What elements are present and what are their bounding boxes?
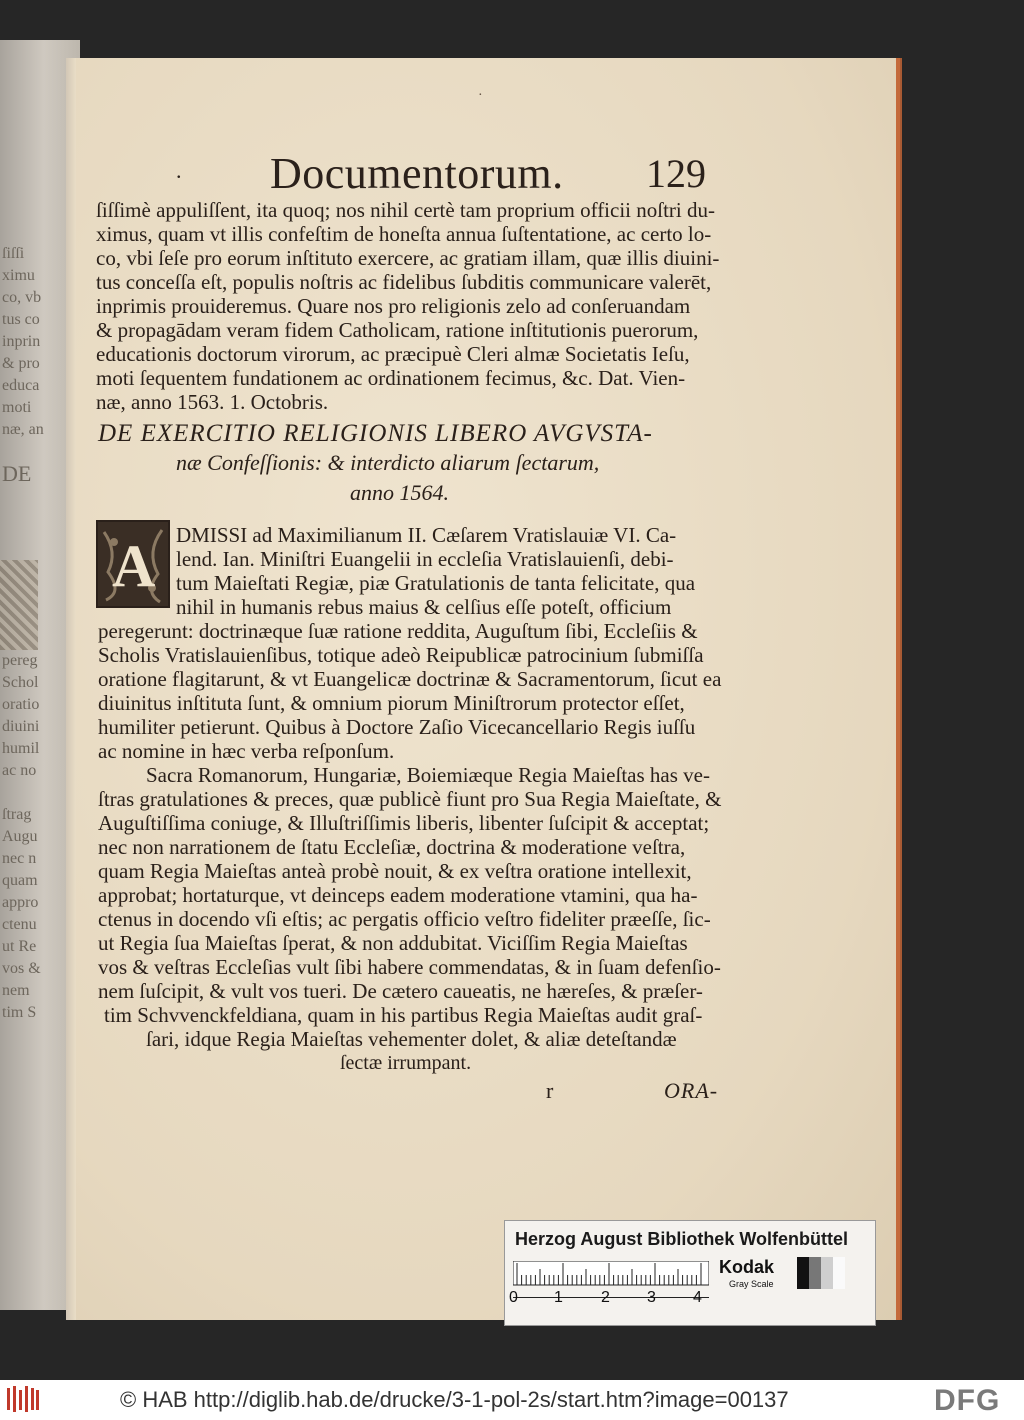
text-line: educationis doctorum virorum, ac præcipuè Cleri almæ Societatis Ieſu,	[96, 342, 690, 366]
copyright-link[interactable]: © HAB http://diglib.hab.de/drucke/3-1-pol-2s/start.htm?image=00137	[120, 1387, 789, 1412]
text-line: tus conceſſa eſt, populis noſtris ac fidelibus ſubditis communicare valerēt,	[96, 270, 712, 294]
text-line: næ, anno 1563. 1. Octobris.	[96, 390, 329, 414]
text-line: ſari, idque Regia Maieſtas vehementer dolet, & aliæ deteſtandæ	[146, 1027, 677, 1051]
catchword: ORA-	[664, 1078, 719, 1103]
ink-blot: ·	[478, 88, 483, 103]
text-line: tim Schvvenckfeldiana, quam in his partibus Regia Maieſtas audit graſ-	[104, 1003, 703, 1027]
text-line: humiliter petierunt. Quibus à Doctore Zaſio Vicecancellario Regis iuſſu	[98, 715, 696, 739]
text-line: ximus, quam vt illis confeſtim de honeſta annua ſuſtentatione, ac certo lo-	[96, 222, 712, 246]
library-name: Herzog August Bibliothek Wolfenbüttel	[515, 1229, 848, 1249]
text-line: Sacra Romanorum, Hungariæ, Boiemiæque Regia Maieſtas has ve-	[146, 763, 710, 787]
text-line: nem ſuſcipit, & vult vos tueri. De cætero caueatis, ne hæreſes, & præſer-	[98, 979, 703, 1003]
hab-logo-icon	[6, 1384, 40, 1414]
text-line: tum Maieſtati Regiæ, piæ Gratulationis de tanta felicitate, qua	[176, 571, 696, 595]
kodak-brand: Kodak	[719, 1257, 775, 1277]
text-line: co, vbi ſeſe pro eorum inſtituto exercere, ac gratiam illam, quæ illis diuini-	[96, 246, 720, 270]
section-heading-line2: næ Confeſſionis: & interdicto aliarum ſectarum,	[176, 450, 600, 475]
decorated-initial	[96, 520, 170, 608]
text-line: ctenus in docendo vſi eſtis; ac pergatis officio veſtro fideliter præeſſe, ſic-	[98, 907, 711, 931]
initial-letter: A	[112, 533, 156, 599]
text-line: peregerunt: doctrinæque ſuæ ratione reddita, Auguſtum ſibi, Eccleſiis &	[98, 619, 698, 643]
section-heading: DE EXERCITIO RELIGIONIS LIBERO AVGVSTA-	[98, 420, 653, 447]
text-line: ut Regia ſua Maieſtas ſperat, & non addubitat. Viciſſim Regia Maieſtas	[98, 931, 688, 955]
facing-page-edge: ſiſſi ximu co, vb tus co inprin & pro educa moti næ, an DE pereg Schol oratio diuini humil ac no ſtrag Augu nec n quam appro ctenu ut Re vos & nem tim S	[0, 40, 80, 1310]
text-line: DMISSI ad Maximilianum II. Cæſarem Vratislauiæ VI. Ca-	[176, 523, 677, 547]
section-heading-date: anno 1564.	[350, 480, 449, 505]
page-gutter	[66, 58, 76, 1320]
text-line: ac nomine in hæc verba reſponſum.	[98, 739, 395, 763]
text-line: Auguſtiſſima coniuge, & Illuſtriſſimis liberis, libenter ſuſcipit & acceptat;	[98, 811, 710, 835]
ruler-scale	[513, 1261, 709, 1298]
text-line: nec non narrationem de ſtatu Eccleſiæ, doctrina & moderatione veſtra,	[98, 835, 686, 859]
text-line: lend. Ian. Miniſtri Euangelii in eccleſia Vratislauienſi, debi-	[176, 547, 674, 571]
signature-mark: r	[546, 1078, 554, 1103]
ruler-number: 3	[647, 1289, 656, 1306]
text-line: oratione flagitarunt, & vt Euangelicæ doctrinæ & Sacramentorum, ſicut ea	[98, 667, 722, 691]
running-head: Documentorum.	[270, 149, 564, 198]
text-line: moti ſequentem fundationem ac ordinationem fecimus, &c. Dat. Vien-	[96, 366, 686, 390]
ruler-number: 0	[509, 1289, 518, 1306]
head-dot: .	[176, 158, 182, 183]
text-line: ſtras gratulationes & preces, quæ publicè fiunt pro Sua Regia Maieſtate, &	[98, 787, 722, 811]
text-line: nihil in humanis rebus maius & celſius eſſe poteſt, officium	[176, 595, 672, 619]
text-line: & propagādam veram fidem Catholicam, ratione inſtitutionis puerorum,	[96, 318, 699, 342]
text-line: approbat; hortaturque, vt deinceps eadem moderatione vtamini, qua ha-	[98, 883, 698, 907]
ruler-number: 1	[554, 1289, 563, 1306]
text-line: inprimis prouideremus. Quare nos pro religionis zelo ad conſeruandam	[96, 294, 691, 318]
text-line: vos & veſtras Eccleſias vult ſibi habere commendatas, & in ſuam defenſio-	[98, 955, 721, 979]
page-number: 129	[646, 151, 706, 196]
text-line: ſectæ irrumpant.	[340, 1052, 472, 1074]
text-line: Scholis Vratislauienſibus, totique adeò Reipublicæ patrocinium ſubmiſſa	[98, 643, 704, 667]
library-label-card	[504, 1220, 876, 1326]
dfg-logo: DFG	[934, 1384, 1001, 1417]
footer-bar	[0, 1380, 1024, 1420]
text-line: diuinitus inſtituta ſunt, & omnium piorum Miniſtrorum protector eſſet,	[98, 691, 685, 715]
ruler-number: 2	[601, 1289, 610, 1306]
text-line: quam Regia Maieſtas anteà probè nouit, & ex veſtra oratione intellexit,	[98, 859, 692, 883]
text-line: ſiſſimè appuliſſent, ita quoq; nos nihil certè tam proprium officii noſtri du-	[96, 198, 715, 222]
facing-initial-ghost	[0, 560, 38, 650]
gray-scale-swatches	[797, 1257, 845, 1289]
grayscale-caption: Gray Scale	[729, 1279, 774, 1289]
ruler-number: 4	[693, 1289, 702, 1306]
